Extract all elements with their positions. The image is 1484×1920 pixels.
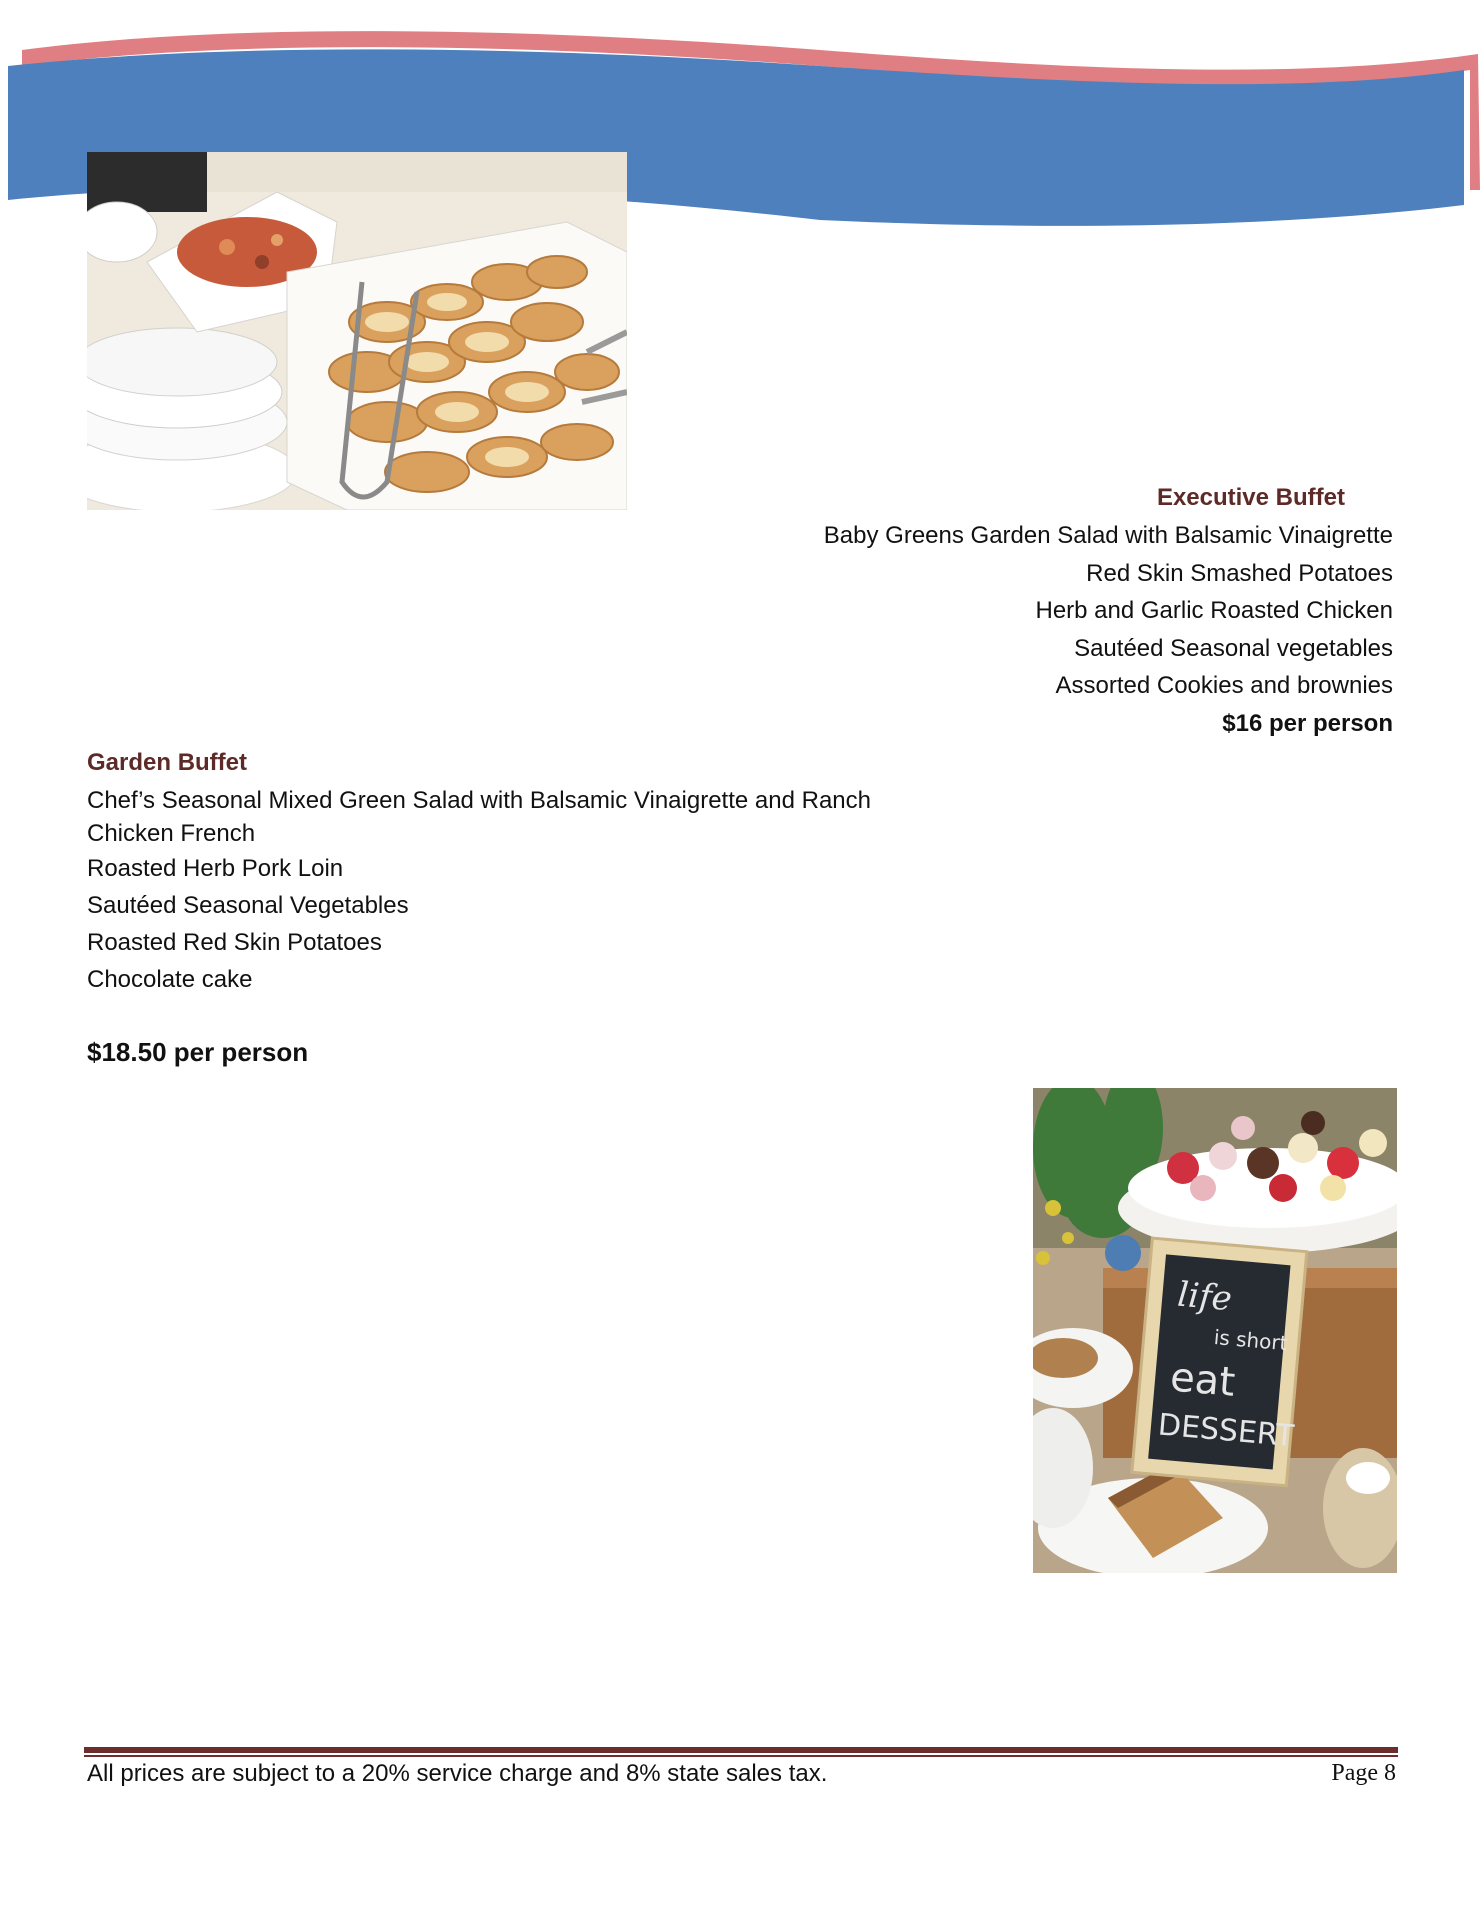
executive-buffet-section bbox=[693, 483, 1393, 742]
menu-item: Herb and Garlic Roasted Chicken bbox=[1035, 597, 1393, 624]
dessert-table-photo bbox=[1033, 1088, 1397, 1573]
menu-item: Chef’s Seasonal Mixed Green Salad with Balsamic Vinaigrette and Ranch bbox=[87, 787, 871, 814]
sign-text-is-short: is short bbox=[1212, 1324, 1289, 1356]
sign-text-life: life bbox=[1175, 1274, 1234, 1320]
footer-rule-thin bbox=[84, 1755, 1398, 1757]
bread-platter-photo bbox=[87, 152, 627, 510]
sign-text-eat: eat bbox=[1168, 1354, 1237, 1406]
garden-buffet-section bbox=[87, 748, 987, 1072]
garden-buffet-price: $18.50 per person bbox=[87, 1037, 309, 1067]
menu-item: Sautéed Seasonal Vegetables bbox=[87, 892, 409, 919]
executive-buffet-title: Executive Buffet bbox=[1156, 484, 1345, 511]
footer-rule-thick bbox=[84, 1747, 1398, 1753]
page-number: Page 8 bbox=[1331, 1760, 1396, 1786]
menu-item: Sautéed Seasonal vegetables bbox=[1074, 634, 1393, 662]
menu-item: Chicken French bbox=[87, 820, 256, 847]
menu-item: Assorted Cookies and brownies bbox=[1055, 672, 1393, 699]
garden-buffet-title: Garden Buffet bbox=[87, 749, 248, 776]
sign-text-dessert: DESSERT bbox=[1156, 1407, 1296, 1455]
menu-item: Chocolate cake bbox=[87, 966, 253, 993]
menu-item: Roasted Red Skin Potatoes bbox=[87, 929, 382, 956]
menu-item: Baby Greens Garden Salad with Balsamic Vinaigrette bbox=[823, 522, 1393, 549]
menu-item: Red Skin Smashed Potatoes bbox=[1086, 559, 1393, 587]
menu-item: Roasted Herb Pork Loin bbox=[87, 855, 344, 882]
footer-disclaimer: All prices are subject to a 20% service charge and 8% state sales tax. bbox=[87, 1760, 828, 1787]
executive-buffet-price: $16 per person bbox=[1222, 709, 1393, 737]
